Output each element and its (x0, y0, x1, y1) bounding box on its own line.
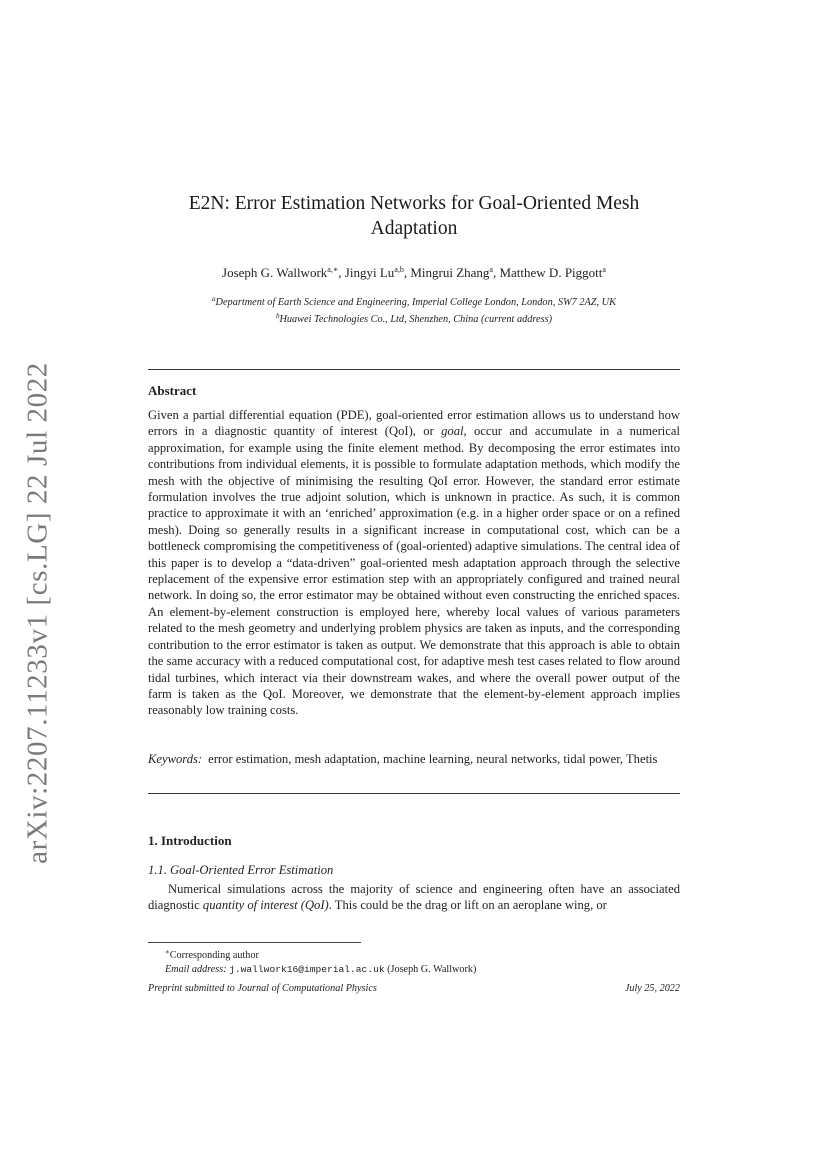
intro-text-part: . This could be the drag or lift on an aeroplane wing, or (328, 898, 607, 913)
footnote-email-address[interactable]: j.wallwork16@imperial.ac.uk (229, 963, 385, 975)
intro-paragraph (148, 881, 680, 914)
footnote-email-line (165, 963, 476, 977)
author-name: Matthew D. Piggott (499, 265, 603, 280)
keywords-label: Keywords: (148, 752, 203, 766)
abstract-text-part: , occur and accumulate in a numerical approximation, for example using the finite element method. By decomposing the error estimates into contributions from individual elements, it is possible to formulate adaptation methods, which modify the mesh with the objective of minimising the resulting QoI error. However, the standard error estimate formulation involves the true adjoint solution, which is unknown in practice. As such, it is common practice to approximate it with an ‘enriched’ approximation (e.g. in a higher order space or on a refined mesh). Doing so generally results in a significant increase in computational cost, which can be a bottleneck compromising the competitiveness of (goal-oriented) adaptive simulations. The central idea of this paper is to develop a “data-driven” goal-oriented mesh adaptation approach through the selective replacement of the expensive error estimation step with an appropriately configured and trained neural network. In doing so, the error estimator may be obtained without even constructing the enriched spaces. An element-by-element construction is employed here, whereby local values of various parameters related to the mesh geometry and underlying problem physics are taken as inputs, and the corresponding contribution to the error estimator is taken as output. We demonstrate that this approach is able to obtain the same accuracy with a reduced computational cost, for adaptive mesh test cases related to flow around tidal turbines, which interact via their downstream wakes, and where the overall power output of the farm is taken as the QoI. Moreover, we demonstrate that the element-by-element approach implies reasonably low training costs. (148, 424, 680, 718)
affiliation-mark: a (212, 295, 216, 303)
paper-title: E2N: Error Estimation Networks for Goal-Oriented Mesh Adaptation (188, 193, 640, 239)
arxiv-identifier-stamp: arXiv:2207.11233v1 [cs.LG] 22 Jul 2022 (21, 362, 54, 864)
author-affiliation-mark: a (489, 265, 493, 274)
affiliation-line (148, 310, 680, 327)
author-name: Joseph G. Wallwork (222, 265, 328, 280)
footnote-email-owner: (Joseph G. Wallwork) (387, 963, 477, 975)
affiliation-line (148, 293, 680, 310)
intro-text-part: Numerical simulations across the majority of science and engineering often have an associated diagnostic (148, 882, 680, 913)
abstract-bottom-rule (148, 793, 680, 794)
author-affiliation-mark: a,b (394, 265, 404, 274)
abstract-heading: Abstract (148, 383, 197, 398)
subsection-heading: 1.1. Goal-Oriented Error Estimation (148, 863, 334, 877)
affiliation-text: Department of Earth Science and Engineering, Imperial College London, London, SW7 2AZ, UK (215, 297, 616, 308)
footnote-corresponding: Corresponding author (169, 950, 259, 961)
abstract-goal-term: goal (441, 424, 464, 439)
abstract-text (148, 407, 680, 719)
affiliations (148, 293, 680, 326)
author-list: Joseph G. Wallwork$^{a,∗}$, Jingyi Lu$^{a,b}$, Mingrui Zhang$^a$, Matthew D. Piggott$^a$ (222, 265, 606, 280)
abstract-top-rule (148, 369, 680, 370)
keywords-text: error estimation, mesh adaptation, machine learning, neural networks, tidal power, Thetis (208, 752, 658, 766)
intro-italic-term: quantity of interest (QoI) (202, 898, 329, 913)
preprint-footer-note: Preprint submitted to Journal of Computational Physics (148, 983, 377, 994)
keywords (148, 751, 680, 767)
footnote-corresponding-line (165, 946, 476, 963)
affiliation-text: Huawei Technologies Co., Ltd, Shenzhen, China (current address) (279, 313, 553, 325)
author-affiliation-mark: a (602, 265, 606, 274)
affiliation-mark: b (275, 311, 280, 320)
footnote-email-label: Email address: (165, 963, 227, 975)
footnote-mark: ∗ (165, 948, 170, 956)
author-affiliation-mark: a,∗ (327, 265, 339, 274)
section-heading-introduction: 1. Introduction (148, 833, 232, 848)
abstract-text-part: Given a partial differential equation (PDE), goal-oriented error estimation allows us to understand how errors in a diagnostic quantity of interest (QoI), or (148, 408, 680, 439)
author-name: Jingyi Lu (344, 265, 395, 280)
author-name: Mingrui Zhang (410, 265, 490, 280)
preprint-footer-date: July 25, 2022 (624, 983, 680, 994)
footnote (165, 946, 476, 976)
footnote-rule (148, 942, 361, 943)
